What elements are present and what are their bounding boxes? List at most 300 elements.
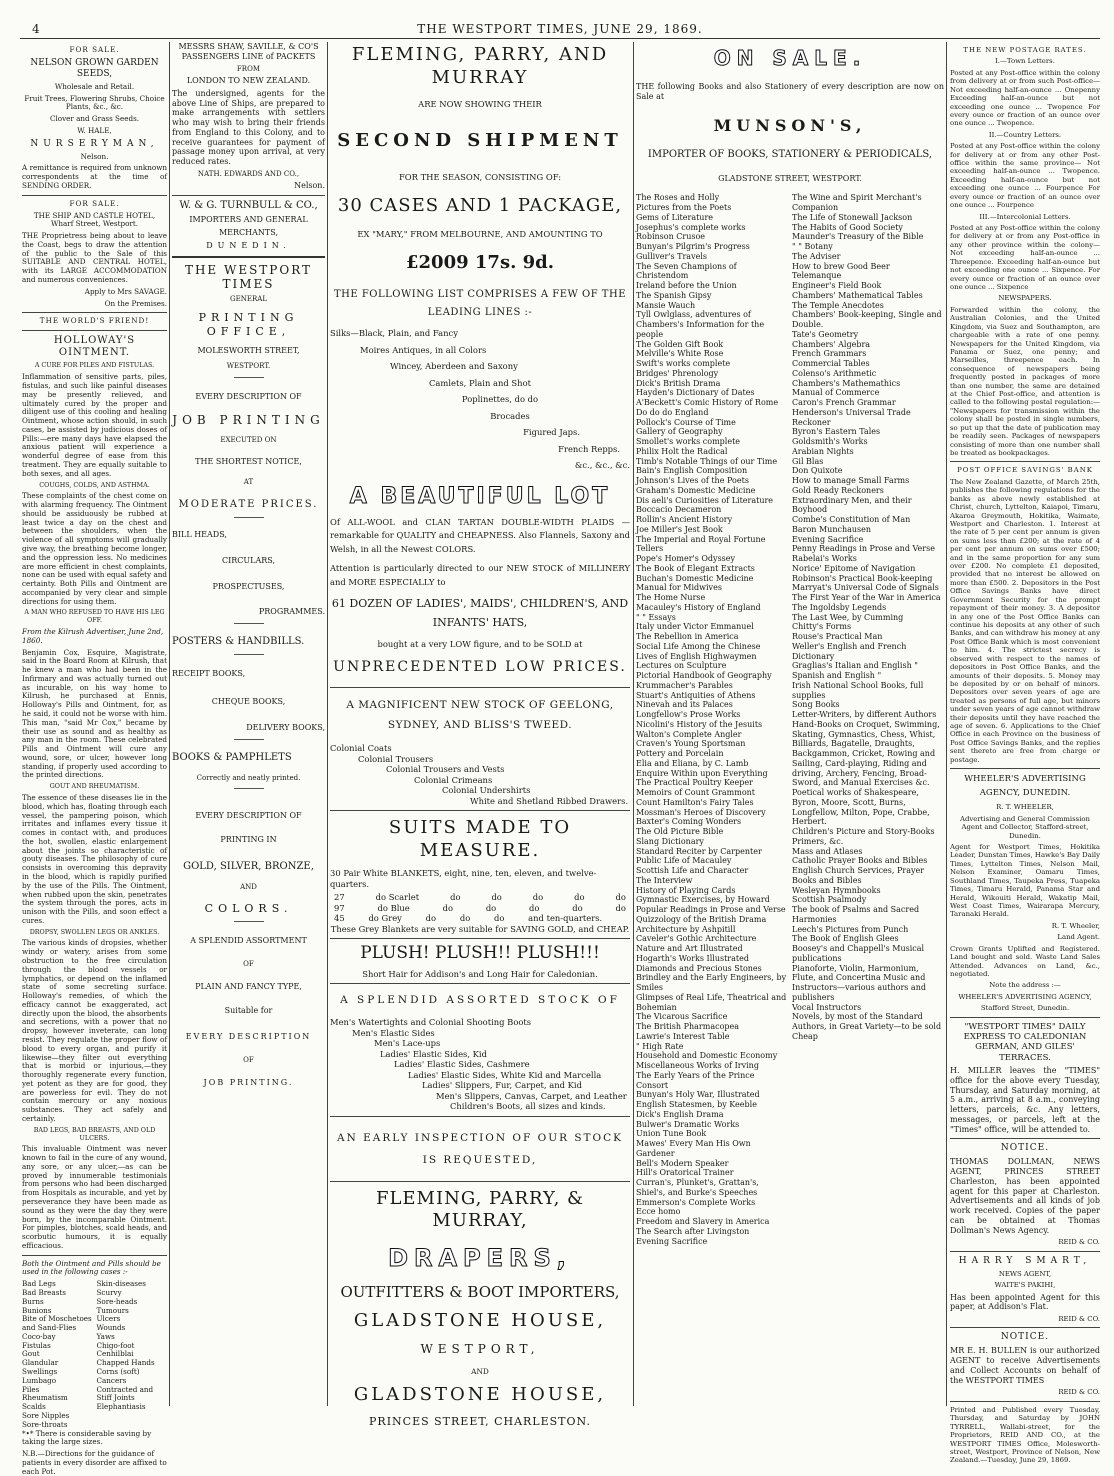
ad-line: WESTPORT, xyxy=(420,1342,540,1357)
book-title: The Golden Gift Book xyxy=(636,339,724,349)
book-title: Union Tune Book xyxy=(636,1129,707,1139)
book-title: How to manage Small Farms xyxy=(792,476,910,486)
notice-heading: NOTICE. xyxy=(1000,1143,1050,1154)
goods-line: White and Shetland Ribbed Drawers. xyxy=(470,795,629,806)
divider xyxy=(234,623,264,624)
ad-saving: *•* There is considerable saving by taking the large sizes. xyxy=(22,1428,152,1447)
ad-bullen-notice xyxy=(950,1332,1100,1396)
ailment-item: Wounds xyxy=(96,1323,126,1333)
notice-heading: POST OFFICE SAVINGS' BANK xyxy=(957,466,1093,475)
ad-feature: ON SALE. xyxy=(713,46,867,70)
blanket-cell: and ten-quarters. xyxy=(528,913,603,924)
book-title: The Roses and Holly xyxy=(636,193,720,203)
book-title: Goldsmith's Works xyxy=(792,437,868,447)
ad-line: DUNEDIN. xyxy=(206,240,291,250)
book-title: Extraordinary Men, and their Boyhood xyxy=(792,495,912,515)
blanket-cell: do Blue xyxy=(377,902,410,913)
book-title: The Wine and Spirit Merchant's Companion xyxy=(792,193,922,213)
column-rule xyxy=(169,42,170,1406)
ad-line: 30 CASES AND 1 PACKAGE, xyxy=(337,194,623,216)
book-title: Walton's Complete Angler xyxy=(636,729,742,739)
book-title: Pictorial Handbook of Geography xyxy=(636,671,772,681)
book-title: Standard Reciter by Carpenter xyxy=(636,846,762,856)
book-title: " High Rate xyxy=(636,1041,684,1051)
book-title: Caron's French Grammar xyxy=(792,398,896,408)
divider xyxy=(950,1401,1100,1402)
ad-line: Land Agent. xyxy=(1057,933,1100,942)
book-title: French Grammars xyxy=(792,349,867,359)
book-title: Curran's, Plunket's, Grattan's, Shiel's, and Burke's Speeches xyxy=(636,1178,759,1197)
ad-paragraph: The various kinds of dropsies, whether windy or watery, arises from some obstruction to the free circulation through the blood vessels or lymphatics, or depend on the inflamed state of some secreting surface. Holloway's remedies, of which the efficacy cannot be exaggerated, act directly upon the blood, the absorbents and secretions, with a power that no dropsy, however inveterate, can long resist. They regulate the proper flow of blood to every organ, and purify it likewise—they filter out everything that is morbid or injurious,—they thoroughly regenerate every function, yet potent as they are for good, they are powerless for evil. They do not contain mercury or any noxious substances. They act safely and certainly. xyxy=(22,938,167,1124)
book-title: The Imperial and Royal Fortune Tellers xyxy=(636,534,766,554)
ad-line: NURSERYMAN, xyxy=(30,138,159,149)
book-title: English Statesmen, by Keeble xyxy=(636,1100,757,1110)
ailment-item: Bunions xyxy=(22,1305,52,1315)
column-5 xyxy=(950,42,1101,1465)
ad-line: bought at a very LOW figure, and to be SOLD at xyxy=(377,638,583,649)
ad-body: THE following Books and also Stationery of every description are now on Sale at xyxy=(636,82,944,102)
book-title: Miscellaneous Works of Irving xyxy=(636,1061,759,1071)
ad-line: Stafford Street, Dunedin. xyxy=(980,1004,1070,1013)
notice-sub: III.—Intercolonial Letters. xyxy=(979,212,1071,221)
book-title: Colenso's Arithmetic xyxy=(792,368,877,378)
ad-line: Advertising and General Commission Agent and Collector, Stafford-street, Dunedin. xyxy=(959,814,1090,840)
ad-sign: REID & CO. xyxy=(1058,1315,1100,1324)
ad-line: A SPLENDID ASSORTED STOCK OF xyxy=(340,994,620,1007)
book-title: Gulliver's Travels xyxy=(636,251,707,261)
column-4 xyxy=(636,42,944,1406)
book-title: Gymnastic Exercises, by Howard xyxy=(636,895,770,905)
ad-line: EVERY DESCRIPTION xyxy=(185,1031,312,1041)
book-title: Hayden's Dictionary of Dates xyxy=(636,388,755,398)
goods-line: Men's Lace-ups xyxy=(374,1038,441,1049)
ad-line: EVERY DESCRIPTION OF xyxy=(195,391,302,401)
divider xyxy=(234,517,264,518)
notice-sign: REID & CO. xyxy=(1058,1238,1100,1247)
notice-text: MR E. H. BULLEN is our authorized AGENT to receive Advertisements and Collect Accounts on behalf of the WESTPORT TIMES xyxy=(950,1346,1100,1385)
ad-title: "WESTPORT TIMES" DAILY EXPRESS TO CALEDONIAN GERMAN, AND GILES' TERRACES. xyxy=(963,1021,1087,1063)
book-title: The Life of Stonewall Jackson xyxy=(792,212,913,222)
book-title: Brindley and the Early Engineers, by Smiles xyxy=(636,973,787,993)
book-title: Do do do England xyxy=(636,407,709,417)
ad-daily-express xyxy=(950,1022,1100,1135)
ad-fleming-parry-murray xyxy=(330,44,630,1429)
notice-text: THOMAS DOLLMAN, NEWS AGENT, PRINCES STREET Charleston, has been appointed agent for this paper at Charleston. Advertisements and all kinds of job work received. Copies of the paper can be obtained at Thomas Dollman's News Agency. xyxy=(950,1157,1100,1235)
book-title: The Old Picture Bible xyxy=(636,827,724,837)
book-list-right xyxy=(792,193,944,1246)
ad-line: COLORS. xyxy=(204,901,293,915)
book-title: The Practical Poultry Keeper xyxy=(636,778,753,788)
book-title: Boosey's and Chappell's Musical publications xyxy=(792,944,925,963)
ad-line: OF xyxy=(243,1054,254,1064)
book-title: Dick's English Drama xyxy=(636,1109,724,1119)
book-title: Bunyan's Holy War, Illustrated xyxy=(636,1090,760,1100)
book-title: Chambers' Algebra xyxy=(792,339,871,349)
book-title: Manual for Midwives xyxy=(636,583,722,593)
ad-subhead: BAD LEGS, BAD BREASTS, AND OLD ULCERS. xyxy=(33,1126,156,1142)
book-title: Diamonds and Precious Stones xyxy=(636,963,762,973)
ad-subhead: DROPSY, SWOLLEN LEGS OR ANKLES. xyxy=(29,928,160,936)
book-title: Commercial Tables xyxy=(792,359,870,369)
ad-nb: N.B.—Directions for the guidance of patients in every disorder are affixed to each Pot. xyxy=(22,1449,167,1476)
book-title: The British Pharmacopea xyxy=(636,1022,740,1032)
book-title: Melville's White Rose xyxy=(636,349,724,359)
notice-heading: THE NEW POSTAGE RATES. xyxy=(963,46,1087,54)
ailment-item: Coco-bay xyxy=(22,1331,56,1341)
goods-line: Colonial Undershirts xyxy=(442,785,531,796)
book-title: Count Hamilton's Fairy Tales xyxy=(636,797,754,807)
blanket-row xyxy=(330,913,630,924)
ad-body: The undersigned, agents for the above Line of Ships, are prepared to make arrangements with settlers who may wish to bring their friends from England to this Colony, and to receive guarantees for payment of passage money upon arrival, at very reduced rates. xyxy=(172,88,325,167)
ad-line: IMPORTERS AND GENERAL xyxy=(189,215,308,225)
goods-line: Brocades xyxy=(490,410,530,421)
ad-line: MUNSON'S, xyxy=(713,115,867,135)
book-title: Robinson Crusoe xyxy=(636,232,706,242)
notice-text: Posted at any Post-office within the colony for delivery at or from any other Post-office within the same province— Not exceeding half-an-ounce ... Twopence. Exceeding half-an-ounce but not exceeding one ounce ... Fourpence For every ounce or fraction of an ounce over one ounce ... Fourpence xyxy=(950,142,1100,210)
goods-line: Colonial Trousers and Vests xyxy=(386,764,505,775)
ad-line: A MAGNIFICENT NEW STOCK OF GEELONG, SYDNEY, AND BLISS'S TWEED. xyxy=(346,698,614,731)
divider xyxy=(22,312,167,313)
ad-line: THE SHORTEST NOTICE, xyxy=(195,456,302,466)
book-title: Chambers' Mathematical Tables xyxy=(792,290,923,300)
book-title: Gallery of Geography xyxy=(636,427,723,437)
ad-line: AND xyxy=(471,1367,489,1377)
ad-line: GLADSTONE HOUSE, xyxy=(353,1309,607,1331)
ad-title: THE WESTPORT TIMES xyxy=(184,262,313,292)
book-title: Gold Ready Reckoners xyxy=(792,485,884,495)
blanket-cell: do xyxy=(491,892,502,903)
notice-text: Posted at any Post-office within the colony from delivery at or from such Post-office— Not exceeding half-an-ounce ... Onepenny Exceeding half-an-ounce but not exceeding one ounce ... Twopence For every ounce or fraction of an ounce over one ounce ... Twopence. xyxy=(950,68,1100,128)
blanket-cell: do xyxy=(615,892,626,903)
ad-line: OF xyxy=(243,958,254,968)
book-title: Penny Readings in Prose and Verse xyxy=(792,544,935,554)
ad-line: MODERATE PRICES. xyxy=(178,498,319,510)
ad-title: W. & G. TURNBULL & CO., xyxy=(179,200,318,212)
blanket-cell: do xyxy=(572,902,583,913)
ad-line: CIRCULARS, xyxy=(221,555,276,565)
ad-premises: On the Premises. xyxy=(104,298,167,308)
ad-line: POSTERS & HANDBILLS. xyxy=(172,636,305,648)
book-title: Gil Blas xyxy=(792,456,824,466)
book-title: Poetical works of Shakespeare, Byron, Moore, Scott, Burns, Longfellow, Milton, Pope, Crabbe, Herbert. xyxy=(792,788,930,827)
blanket-cell: do xyxy=(494,913,505,924)
ad-list-heading: Both the Ointment and Pills should be used in the following cases :- xyxy=(22,1258,161,1277)
divider xyxy=(172,195,325,196)
blanket-cell: do xyxy=(529,902,540,913)
ailment-item: Bad Breasts xyxy=(22,1288,66,1297)
book-title: The Spanish Gipsy xyxy=(636,290,712,300)
book-title: Josephus's complete works xyxy=(636,222,746,232)
book-title: Mass and Atlases xyxy=(792,846,863,856)
ad-line: PROSPECTUSES, xyxy=(212,581,285,591)
ad-line: OUTFITTERS & BOOT IMPORTERS, xyxy=(340,1282,620,1301)
goods-line: Men's Watertights and Colonial Shooting Boots xyxy=(330,1017,532,1028)
ad-subhead: A CURE FOR PILES AND FISTULAS. xyxy=(34,362,155,370)
book-title: Pictures from the Poets xyxy=(636,203,732,213)
ailment-item: Tumours xyxy=(96,1305,129,1315)
book-title: Children's Picture and Story-Books xyxy=(792,827,935,837)
ad-line: Note the address :— xyxy=(989,981,1061,990)
book-title: Longfellow's Prose Works xyxy=(636,710,741,720)
ad-line: RECEIPT BOOKS, xyxy=(172,669,246,679)
divider xyxy=(22,330,167,331)
book-title: Quizzology of the British Drama xyxy=(636,914,767,924)
book-title: Mansie Wauch xyxy=(636,300,696,310)
ad-line: BILL HEADS, xyxy=(172,530,227,540)
goods-line: French Repps. xyxy=(558,443,620,454)
book-title: Public Life of Macauley xyxy=(636,856,732,866)
ad-feature: A BEAUTIFUL LOT xyxy=(349,483,611,509)
divider xyxy=(330,938,630,939)
book-title: Weller's English and French Dictionary xyxy=(792,641,907,661)
ad-line: PLAIN AND FANCY TYPE, xyxy=(195,982,302,992)
ailment-list-right xyxy=(97,1280,168,1429)
ad-wheeler xyxy=(950,773,1100,1012)
book-title: Krummacher's Parables xyxy=(636,680,733,690)
notice-text: The New Zealand Gazette, of March 25th, publishes the following regulations for the banks as above newly established at Christ, church, Lyttelton, Kaiapoi, Timaru, Akaroa Greymouth, Hokitika, Waimate, Westport and Charleston. 1. Interest at the rate of 5 per cent per annum is given on sums less than £200; at the rate of 4 per cent per annum on sums over £500; and in the same proportion for any sum over £200. No complete £1 deposited, provided that no interest be allowed on more than £500. 2. Depositors in the Post Office Savings Banks have direct Government Security for the prompt repayment of their money. 3. A depositor in any one of the Post Office Banks can continue his deposits at any other of such Banks, and can withdraw his money at any Post Office Bank which is most convenient to him. 4. The strictest secrecy is observed with respect to the names of depositors in Post Office Banks, and the amounts of their deposits. 5. Money may be deposited by or on behalf of minors. Depositors over seven years of age are treated as persons of full age, but minors under seven years of age cannot withdraw their deposits until they have reached the age of seven. 6. Applications to the Chief Office in each Province on the business of Post Office Savings Banks, and the replies sent thereto are free from charge or postage. xyxy=(950,477,1100,764)
ailment-item: Scurvy xyxy=(96,1288,122,1297)
book-title: The Habits of Good Society xyxy=(792,222,903,232)
goods-line: Wincey, Aberdeen and Saxony xyxy=(390,361,518,371)
book-title: Johnson's Lives of the Poets xyxy=(636,476,749,486)
ailment-item: Fistulas xyxy=(22,1340,51,1350)
notice-text: Posted at any Post-office within the colony for delivery at or from any Post-office in any other province within the colony— Not exceeding half-an-ounce ... Threepence. Exceeding half-an-ounce but not exceeding one ounce ... Sixpence. For every ounce or fraction of an ounce over one ounce ... Sixpence xyxy=(950,224,1100,291)
ad-turnbull xyxy=(172,200,325,250)
ad-paragraph: Benjamin Cox, Esquire, Magistrate, said in the Board Room at Kilrush, that he knew a man who had been in the Infirmary and was actually turned out as incurable, on his way home to Kilrush, he purchased at Ennis, Holloway's Pills and Ointment, for, as he said, it could not be worse with him. This man, "said Mr Cox," became by their use as sound and as healthy as any man in the room. These celebrated Pills and Ointment will cure any wound, sore, or ulcer, however long standing, if properly used according to the printed directions. xyxy=(22,647,167,780)
book-title: Evening Sacrifice xyxy=(636,1236,708,1246)
book-title: Dis aeli's Curiosities of Literature xyxy=(636,495,774,505)
book-title: Lives of English Highwaymen xyxy=(636,651,757,661)
divider xyxy=(234,739,264,740)
ad-feature: DRAPERS, xyxy=(388,1243,572,1272)
book-title: Nicolini's History of the Jesuits xyxy=(636,719,763,729)
ad-paragraph: This invaluable Ointment was never known to fail in the cure of any wound, any sore, or any ulcer,—as can be proved by innumerable testimonials from persons who had been discharged from Hospitals as incurable, and yet by perseverance they have been made as sound as they were the day they were born, by the incomparable Ointment. For pimples, blotches, scald heads, and scorbutic humours, it is equally efficacious. xyxy=(22,1144,167,1250)
book-title: The Early Years of the Prince Consort xyxy=(636,1070,755,1090)
ailment-item: Scalds xyxy=(22,1402,46,1412)
ad-body: Has been appointed Agent for this paper, at Addison's Flat. xyxy=(950,1292,1100,1312)
ad-line: NEWS AGENT, xyxy=(998,1269,1052,1278)
goods-line: Ladies' Elastic Sides, White Kid and Marcella xyxy=(408,1069,602,1080)
ad-line: Short Hair for Addison's and Long Hair for Caledonian. xyxy=(362,968,598,979)
ad-title: MESSRS SHAW, SAVILLE, & CO'S PASSENGERS LINE of PACKETS xyxy=(178,42,319,61)
book-title: Hill's Oratorical Trainer xyxy=(636,1168,734,1178)
blanket-cell: do xyxy=(574,892,585,903)
blanket-cell: do xyxy=(532,892,544,903)
blanket-cell: 45 xyxy=(334,913,345,924)
ad-line: Nelson. xyxy=(80,151,109,161)
book-title: Combe's Constitution of Man xyxy=(792,515,911,525)
book-title: Mawes' Every Man His Own Gardener xyxy=(636,1139,751,1158)
divider xyxy=(950,1138,1100,1139)
column-2 xyxy=(172,42,325,1406)
blanket-cell: do xyxy=(450,892,461,903)
notice-sign: REID & CO. xyxy=(1058,1388,1100,1397)
ad-sub: THE SHIP AND CASTLE HOTEL, Wharf Street, Westport. xyxy=(33,210,156,229)
book-title: Song Books xyxy=(792,700,840,710)
book-title: The Interview xyxy=(636,875,693,885)
coats-list xyxy=(330,743,630,806)
ad-title: WHEELER'S ADVERTISING AGENCY, DUNEDIN. xyxy=(964,774,1086,798)
book-title: Swift's works complete xyxy=(636,359,731,369)
book-title: Rabelai's Works xyxy=(792,554,857,564)
ad-line: JOB PRINTING xyxy=(172,413,325,428)
book-title: Manual of Commerce xyxy=(792,388,880,398)
ad-line: DELIVERY BOOKS, xyxy=(246,722,325,732)
column-1 xyxy=(22,42,167,1476)
book-title: Evening Sacrifice xyxy=(792,534,864,544)
book-title: The Last Wee, by Cumming xyxy=(792,612,904,622)
publisher-imprint: Printed and Published every Tuesday, Thursday, and Saturday by JOHN TYRRELL, Wallabi-street, for the Proprietors, REID AND CO., at the WESTPORT TIMES Office, Molesworth-street, Westport, Province of Nelson, New Zealand.—Tuesday, June 29, 1869. xyxy=(950,1405,1100,1465)
blanket-cell: do Grey xyxy=(368,913,402,924)
ad-munson xyxy=(636,46,944,1246)
ad-line: £2009 17s. 9d. xyxy=(406,251,554,273)
divider xyxy=(330,687,630,688)
notice-postage xyxy=(950,46,1100,457)
book-title: The Rebellion in America xyxy=(636,632,739,642)
book-title: Slang Dictionary xyxy=(636,836,704,846)
goods-line: &c., &c., &c. xyxy=(574,460,630,470)
book-title: " " Essays xyxy=(636,612,676,622)
ailment-item: Ulcers xyxy=(96,1314,121,1324)
book-title: Telemanque xyxy=(792,271,842,281)
book-title: Bulwer's Dramatic Works xyxy=(636,1119,740,1129)
divider xyxy=(234,377,264,378)
book-list xyxy=(636,193,944,1246)
ad-line: UNPRECEDENTED LOW PRICES. xyxy=(333,659,627,676)
book-title: Vocal Instructors xyxy=(792,1002,862,1012)
blanket-row xyxy=(330,903,630,914)
ad-body: Attention is particularly directed to our NEW STOCK of MILLINERY and MORE ESPECIALLY to xyxy=(330,563,630,587)
ailment-item: Corns (soft) xyxy=(96,1367,140,1377)
ad-line: FLEMING, PARRY, & MURRAY, xyxy=(375,1187,585,1232)
ad-sign: NATH. EDWARDS AND CO., xyxy=(197,168,300,178)
book-title: Social Life Among the Chinese xyxy=(636,641,761,651)
ailment-item: Cancers xyxy=(96,1375,127,1385)
ailment-item: Bite of Moschetoes and Sand-Flies xyxy=(22,1314,92,1333)
book-title: Bain's English Composition xyxy=(636,466,748,476)
notice-text: Forwarded within the colony, the Australian Colonies, and the United Kingdom, via Suez and Southampton, are chargeable with a rate of one penny. Newspapers for the United Kingdom, via Panama or Suez, one penny; and Marseilles, threepence each. In consequence of newspapers being frequently posted in packages of more than one number, the same are detained at the Chief Post-office, and attention is called to the following postal regulation:— "Newspapers for transmission within the colony shall be posted in single numbers, so put up that the date of publication may be readily seen. Packages of newspapers consisting of more than one number shall be treated as bookpackages. xyxy=(950,305,1100,457)
notice-sub: II.—Country Letters. xyxy=(988,130,1062,139)
book-title: Henderson's Universal Trade Reckoner xyxy=(792,407,911,427)
ad-body: Agent for Westport Times, Hokitika Leader, Dunstan Times, Hawke's Bay Daily Times, Lyttelton Times, Nelson Mail, Nelson Examiner, Oamaru Times, Southland Times, Taupeka Press, Tuapeka Times, Timaru Herald, Panama Star and Herald, Wikouiti Herald, Wakatip Mail, West Coast Times, Wairarapa Mercury, Taranaki Herald. xyxy=(950,843,1101,919)
blanket-cell: do xyxy=(459,913,471,924)
book-title: The Book of Elegant Extracts xyxy=(636,563,755,573)
ad-line: WAITE'S PAKIHI, xyxy=(994,1281,1056,1290)
ad-body: THE Proprietress being about to leave the Coast, begs to draw the attention of the public to the Sale of this SUITABLE AND CENTRAL HOTEL, with its LARGE ACCOMMODATION and numerous conveniences. xyxy=(22,231,167,284)
masthead xyxy=(20,22,1100,39)
book-title: Don Quixote xyxy=(792,466,843,476)
ailment-item: Glandular Swellings xyxy=(22,1358,59,1377)
ad-source: From the Kilrush Advertiser, June 2nd, 1860. xyxy=(22,626,164,645)
ad-line: GENERAL xyxy=(229,293,268,303)
ad-paragraph: These complaints of the chest come on with alarming frequency. The Ointment should be assiduously be rubbed at least twice a day on the chest and between the shoulders, when the violence of all symptoms will gradually give way, the breathing become longer, and the oppression less. No medicines are more efficient in chest complaints, none can be used with equal safety and certainty. Both Pills and Ointment are accompanied by very clear and simple directions for using them. xyxy=(22,491,167,606)
ad-line: THE FOLLOWING LIST COMPRISES A FEW OF THE LEADING LINES :- xyxy=(334,289,626,318)
blanket-cell: do xyxy=(425,913,437,924)
notice-savings-bank xyxy=(950,466,1100,764)
book-title: Scottish Psalmody xyxy=(792,895,867,905)
goods-line: Ladies' Slippers, Fur, Carpet, and Kid xyxy=(422,1080,582,1091)
ad-holloway xyxy=(22,317,167,1476)
ailment-item: Yaws xyxy=(96,1331,115,1341)
ad-heading: THE WORLD'S FRIEND! xyxy=(39,316,150,326)
ad-line: Fruit Trees, Flowering Shrubs, Choice Plants, &c., &c. xyxy=(24,93,165,112)
book-title: Household and Domestic Economy xyxy=(636,1051,778,1061)
book-title: The Temple Anecdotes xyxy=(792,300,884,310)
book-title: Letter-Writers, by different Authors xyxy=(792,710,937,720)
ailment-item: Sore-heads xyxy=(96,1296,138,1306)
blanket-cell: do xyxy=(615,902,626,913)
book-title: Hand-Books on Croquet, Swimming, Skating, Gymnastics, Chess, Whist, Billiards, Bagatelle, Draughts, Backgammon, Cricket, Rowing and Sailing, Card-playing, Riding and driving, Archery, Fencing, Broad-Sword, and Manual Exercises &c. xyxy=(792,719,940,788)
ad-body: H. MILLER leaves the "TIMES" office for the above every Tuesday, Thursday, and Saturday morning, at 5 a.m., arriving at 8 a.m., conveying letters, parcels, &c. Any letters, messages, or parcels, left at the "Times" office, will be attended to. xyxy=(950,1066,1100,1134)
ad-line: GLADSTONE STREET, WESTPORT. xyxy=(718,173,862,183)
ad-line: Wholesale and Retail. xyxy=(54,81,135,91)
book-title: Stuart's Antiquities of Athens xyxy=(636,690,756,700)
ad-line: Suitable for xyxy=(224,1006,273,1016)
divider xyxy=(172,256,325,258)
ad-line: ARE NOW SHOWING THEIR xyxy=(418,99,542,109)
ad-line: NELSON GROWN GARDEN SEEDS, xyxy=(30,57,159,79)
book-title: Chambers' Book-keeping, Single and Double. xyxy=(792,310,942,330)
book-title: Popular Readings in Prose and Verse xyxy=(636,905,786,915)
column-3 xyxy=(330,42,630,1428)
book-title: Bunyan's Pilgrim's Progress xyxy=(636,242,750,252)
book-title: Chitty's Forms xyxy=(792,622,852,632)
ad-line: PLUSH! PLUSH!! PLUSH!!! xyxy=(360,943,600,964)
ailment-item: Sore-throats xyxy=(22,1419,68,1429)
ad-dollman-notice xyxy=(950,1143,1100,1246)
ad-subhead: A MAN WHO REFUSED TO HAVE HIS LEG OFF. xyxy=(24,609,165,625)
ailment-item: Elephantiasis xyxy=(96,1402,146,1412)
ad-line: WESTPORT. xyxy=(226,361,271,371)
book-title: Gems of Literature xyxy=(636,212,714,222)
ad-line: BOOKS & PAMPHLETS xyxy=(172,751,292,763)
ad-heading: FOR SALE. xyxy=(69,45,120,54)
goods-line: Camlets, Plain and Shot xyxy=(429,377,531,388)
ad-times-printing xyxy=(172,263,325,1088)
ad-line: EX "MARY," FROM MELBOURNE, AND AMOUNTING TO xyxy=(357,229,603,239)
book-title: Baxter's Coming Wonders xyxy=(636,817,742,827)
book-list-left xyxy=(636,193,788,1246)
ailment-list-left xyxy=(22,1280,93,1429)
divider xyxy=(330,983,630,984)
book-title: Freedom and Slavery in America xyxy=(636,1217,770,1227)
divider xyxy=(950,1251,1100,1252)
book-title: Baron Munchausen xyxy=(792,524,872,534)
ad-line: JOB PRINTING. xyxy=(203,1078,294,1088)
book-title: Leech's Pictures from Punch xyxy=(792,924,909,934)
book-title: Joe Miller's Jest Book xyxy=(636,524,723,534)
book-title: Architecture by Ashpitill xyxy=(636,924,736,934)
ad-line: CHEQUE BOOKS, xyxy=(211,697,286,707)
book-title: Irish National School Books, full supplies xyxy=(792,680,924,700)
book-title: Chambers's Information for the people xyxy=(636,320,765,339)
ailment-item: Skin-diseases xyxy=(96,1279,146,1289)
goods-line: Colonial Coats xyxy=(330,743,392,754)
ad-line: EVERY DESCRIPTION OF xyxy=(195,811,302,821)
page-number: 4 xyxy=(32,22,40,36)
blanket-cell: do xyxy=(442,902,453,913)
goods-line: Silks—Black, Plain, and Fancy xyxy=(330,328,458,338)
ad-line: MOLESWORTH STREET, xyxy=(197,346,300,356)
book-title: Pottery and Porcelain xyxy=(636,749,724,759)
divider xyxy=(330,810,630,811)
ad-line: PROGRAMMES. xyxy=(258,607,325,617)
ad-subhead: COUGHS, COLDS, AND ASTHMA. xyxy=(39,481,150,489)
ad-line: A SPLENDID ASSORTMENT xyxy=(190,936,307,946)
ad-line: 61 DOZEN OF LADIES', MAIDS', CHILDREN'S, AND INFANTS' HATS, xyxy=(331,597,629,629)
ad-line: R. T. Wheeler, xyxy=(1051,921,1100,930)
divider xyxy=(950,1327,1100,1328)
